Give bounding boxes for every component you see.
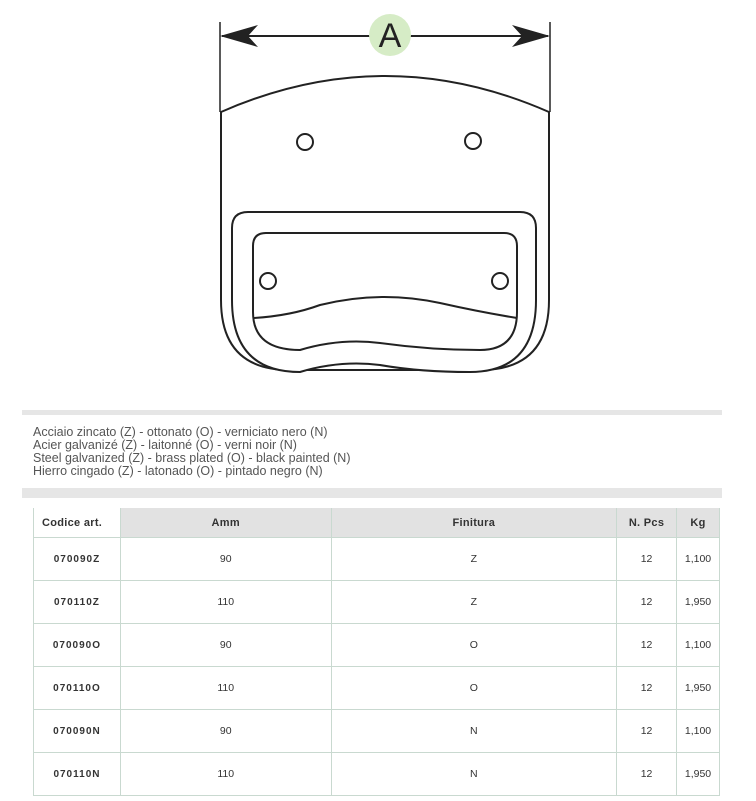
cell-amm: 110	[120, 667, 331, 710]
header-finitura: Finitura	[331, 508, 617, 538]
cell-code: 070090N	[34, 710, 121, 753]
separator-band-middle	[22, 488, 722, 498]
cell-finitura: N	[331, 753, 617, 796]
rivet-left	[260, 273, 276, 289]
header-npcs: N. Pcs	[617, 508, 677, 538]
cell-code: 070090Z	[34, 538, 121, 581]
description-line-fr: Acier galvanizé (Z) - laitonné (O) - verni noir (N)	[33, 438, 297, 452]
header-codice: Codice art.	[34, 508, 121, 538]
cell-npcs: 12	[617, 753, 677, 796]
cell-kg: 1,100	[677, 538, 720, 581]
cell-kg: 1,100	[677, 710, 720, 753]
cell-code: 070110Z	[34, 581, 121, 624]
cell-amm: 110	[120, 581, 331, 624]
header-kg: Kg	[677, 508, 720, 538]
cell-finitura: N	[331, 710, 617, 753]
handle-inner	[253, 233, 517, 350]
cell-code: 070090O	[34, 624, 121, 667]
table-row	[34, 624, 720, 667]
cell-finitura: Z	[331, 538, 617, 581]
cell-code: 070110N	[34, 753, 121, 796]
table-header-row	[34, 508, 720, 538]
separator-band-top	[22, 410, 722, 415]
header-amm: Amm	[120, 508, 331, 538]
description-line-es: Hierro cingado (Z) - latonado (O) - pintado negro (N)	[33, 464, 323, 478]
table-row	[34, 667, 720, 710]
cell-finitura: O	[331, 624, 617, 667]
cell-kg: 1,950	[677, 753, 720, 796]
cell-code: 070110O	[34, 667, 121, 710]
cell-finitura: O	[331, 667, 617, 710]
specs-table	[33, 508, 720, 796]
technical-drawing	[0, 0, 756, 400]
cell-kg: 1,950	[677, 667, 720, 710]
cell-amm: 90	[120, 624, 331, 667]
table-row	[34, 753, 720, 796]
cell-npcs: 12	[617, 581, 677, 624]
cell-npcs: 12	[617, 710, 677, 753]
cell-amm: 110	[120, 753, 331, 796]
table-row	[34, 538, 720, 581]
cell-npcs: 12	[617, 667, 677, 710]
description-block	[33, 426, 723, 478]
cell-npcs: 12	[617, 624, 677, 667]
table-row	[34, 581, 720, 624]
cell-npcs: 12	[617, 538, 677, 581]
cell-amm: 90	[120, 538, 331, 581]
description-line-it: Acciaio zincato (Z) - ottonato (O) - verniciato nero (N)	[33, 425, 328, 439]
mounting-hole-right	[465, 133, 481, 149]
cell-amm: 90	[120, 710, 331, 753]
dimension-label: A	[378, 17, 402, 55]
cell-kg: 1,100	[677, 624, 720, 667]
table-row	[34, 710, 720, 753]
mounting-hole-left	[297, 134, 313, 150]
cell-finitura: Z	[331, 581, 617, 624]
description-line-en: Steel galvanized (Z) - brass plated (O) - black painted (N)	[33, 451, 351, 465]
rivet-right	[492, 273, 508, 289]
cell-kg: 1,950	[677, 581, 720, 624]
